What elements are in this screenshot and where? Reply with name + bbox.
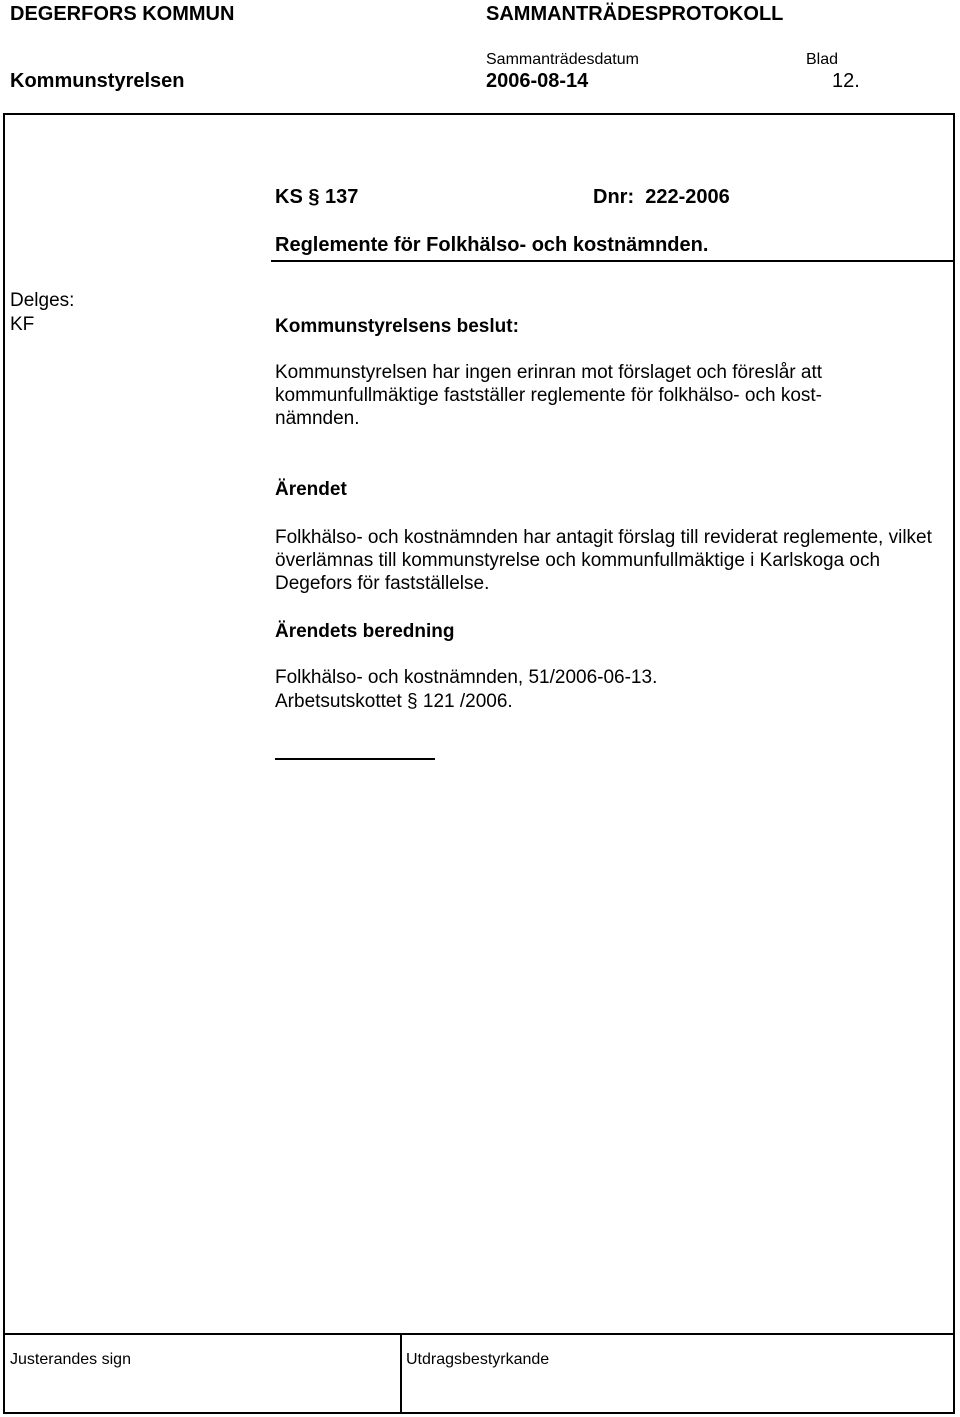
- decision-text: Kommunstyrelsen har ingen erinran mot förslaget och föreslår att kommunfullmäktige fastställer reglemente för folkhälso- och kost-nämnden.: [275, 362, 823, 429]
- footer-top-rule: [3, 1333, 955, 1335]
- case-number: [275, 186, 358, 209]
- page-frame: [3, 113, 955, 1414]
- end-rule: [275, 758, 435, 760]
- arendet-text: Folkhälso- och kostnämnden har antagit förslag till reviderat reglemente, vilket överlämnas till kommunstyrelse och kommunfullmäktige i Karlskoga och Degefors för fastställelse.: [275, 527, 932, 594]
- title-underline: [271, 260, 955, 262]
- case-id: 137: [325, 186, 359, 208]
- decision-heading: Kommunstyrelsens beslut:: [275, 316, 519, 337]
- dnr-label: Dnr:: [593, 186, 635, 208]
- case-prefix: KS: [275, 186, 303, 208]
- org-name: DEGERFORS KOMMUN: [10, 3, 235, 25]
- footer-divider: [400, 1333, 402, 1414]
- justerandes-sign-label: Justerandes sign: [10, 1351, 131, 1368]
- meeting-date: 2006-08-14: [486, 70, 589, 92]
- delges-recipient: KF: [10, 314, 35, 335]
- beredning-line-2: [275, 691, 513, 713]
- date-label: Sammanträdesdatum: [486, 51, 639, 68]
- section-sign: §: [308, 186, 320, 208]
- utdragsbestyrkande-label: Utdragsbestyrkande: [406, 1351, 550, 1368]
- beredning-heading: Ärendets beredning: [275, 621, 455, 642]
- page-label: Blad: [806, 51, 839, 68]
- beredning-line-2-suffix: 121 /2006.: [422, 691, 513, 712]
- page-number: 12.: [832, 70, 860, 92]
- case-title: Reglemente för Folkhälso- och kostnämnden.: [275, 234, 709, 256]
- delges-label: Delges:: [10, 290, 75, 311]
- dnr-value: 222-2006: [645, 186, 730, 208]
- section-sign: §: [407, 691, 418, 712]
- body-name: Kommunstyrelsen: [10, 70, 185, 92]
- beredning-line-1: Folkhälso- och kostnämnden, 51/2006-06-13.: [275, 667, 658, 688]
- beredning-line-2-prefix: Arbetsutskottet: [275, 691, 402, 712]
- arendet-heading: Ärendet: [275, 479, 347, 500]
- document-type: SAMMANTRÄDESPROTOKOLL: [486, 3, 784, 25]
- diary-number: [593, 186, 730, 209]
